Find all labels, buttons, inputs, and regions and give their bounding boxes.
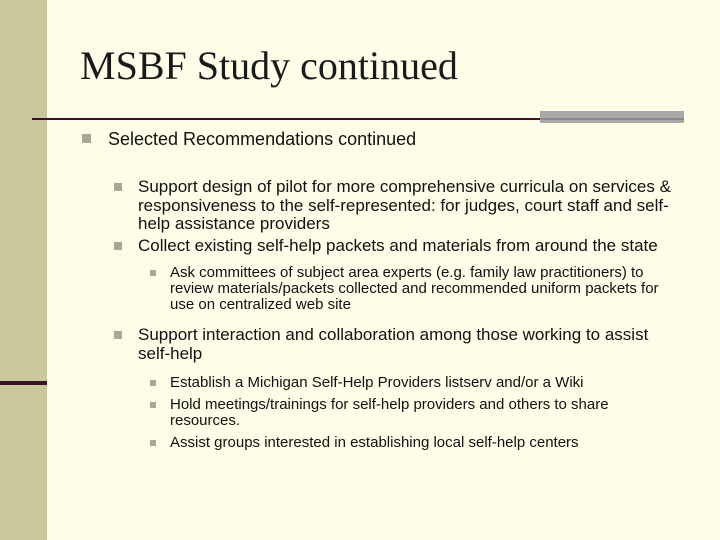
square-bullet-icon — [150, 402, 156, 408]
left-decorative-bar — [0, 0, 47, 540]
bullet-text: Collect existing self-help packets and materials from around the state — [138, 235, 658, 255]
bullet-item — [80, 128, 680, 150]
bullet-text: Support interaction and collaboration among those working to assist self-help — [138, 325, 649, 363]
left-accent-line — [0, 381, 47, 385]
bullet-text: Support design of pilot for more comprehensive curricula on services & responsiveness to the self-represented: for judges, court staff and self-help assistance providers — [138, 177, 671, 233]
square-bullet-icon — [150, 380, 156, 386]
square-bullet-icon — [150, 270, 156, 276]
bullet-item — [80, 237, 680, 256]
title-underline — [32, 118, 542, 120]
title-underline-gray-block — [540, 111, 684, 123]
square-bullet-icon — [114, 331, 122, 339]
square-bullet-icon — [114, 242, 122, 250]
bullet-item — [80, 435, 680, 451]
square-bullet-icon — [82, 134, 91, 143]
slide-body — [80, 128, 680, 451]
bullet-item — [80, 375, 680, 391]
slide-title: MSBF Study continued — [80, 43, 458, 88]
bullet-text: Assist groups interested in establishing local self-help centers — [170, 434, 579, 451]
bullet-item — [80, 178, 680, 234]
title-underline-gray-edge — [540, 118, 684, 120]
bullet-item — [80, 397, 680, 429]
bullet-text: Hold meetings/trainings for self-help providers and others to share resources. — [170, 396, 609, 429]
bullet-text: Ask committees of subject area experts (e.g. family law practitioners) to review materials/packets collected and recommended uniform packets for use on centralized web site — [170, 264, 659, 313]
square-bullet-icon — [114, 183, 122, 191]
bullet-item — [80, 265, 680, 313]
bullet-item — [80, 326, 680, 363]
bullet-text: Establish a Michigan Self-Help Providers listserv and/or a Wiki — [170, 374, 584, 391]
square-bullet-icon — [150, 440, 156, 446]
bullet-text: Selected Recommendations continued — [108, 129, 417, 149]
